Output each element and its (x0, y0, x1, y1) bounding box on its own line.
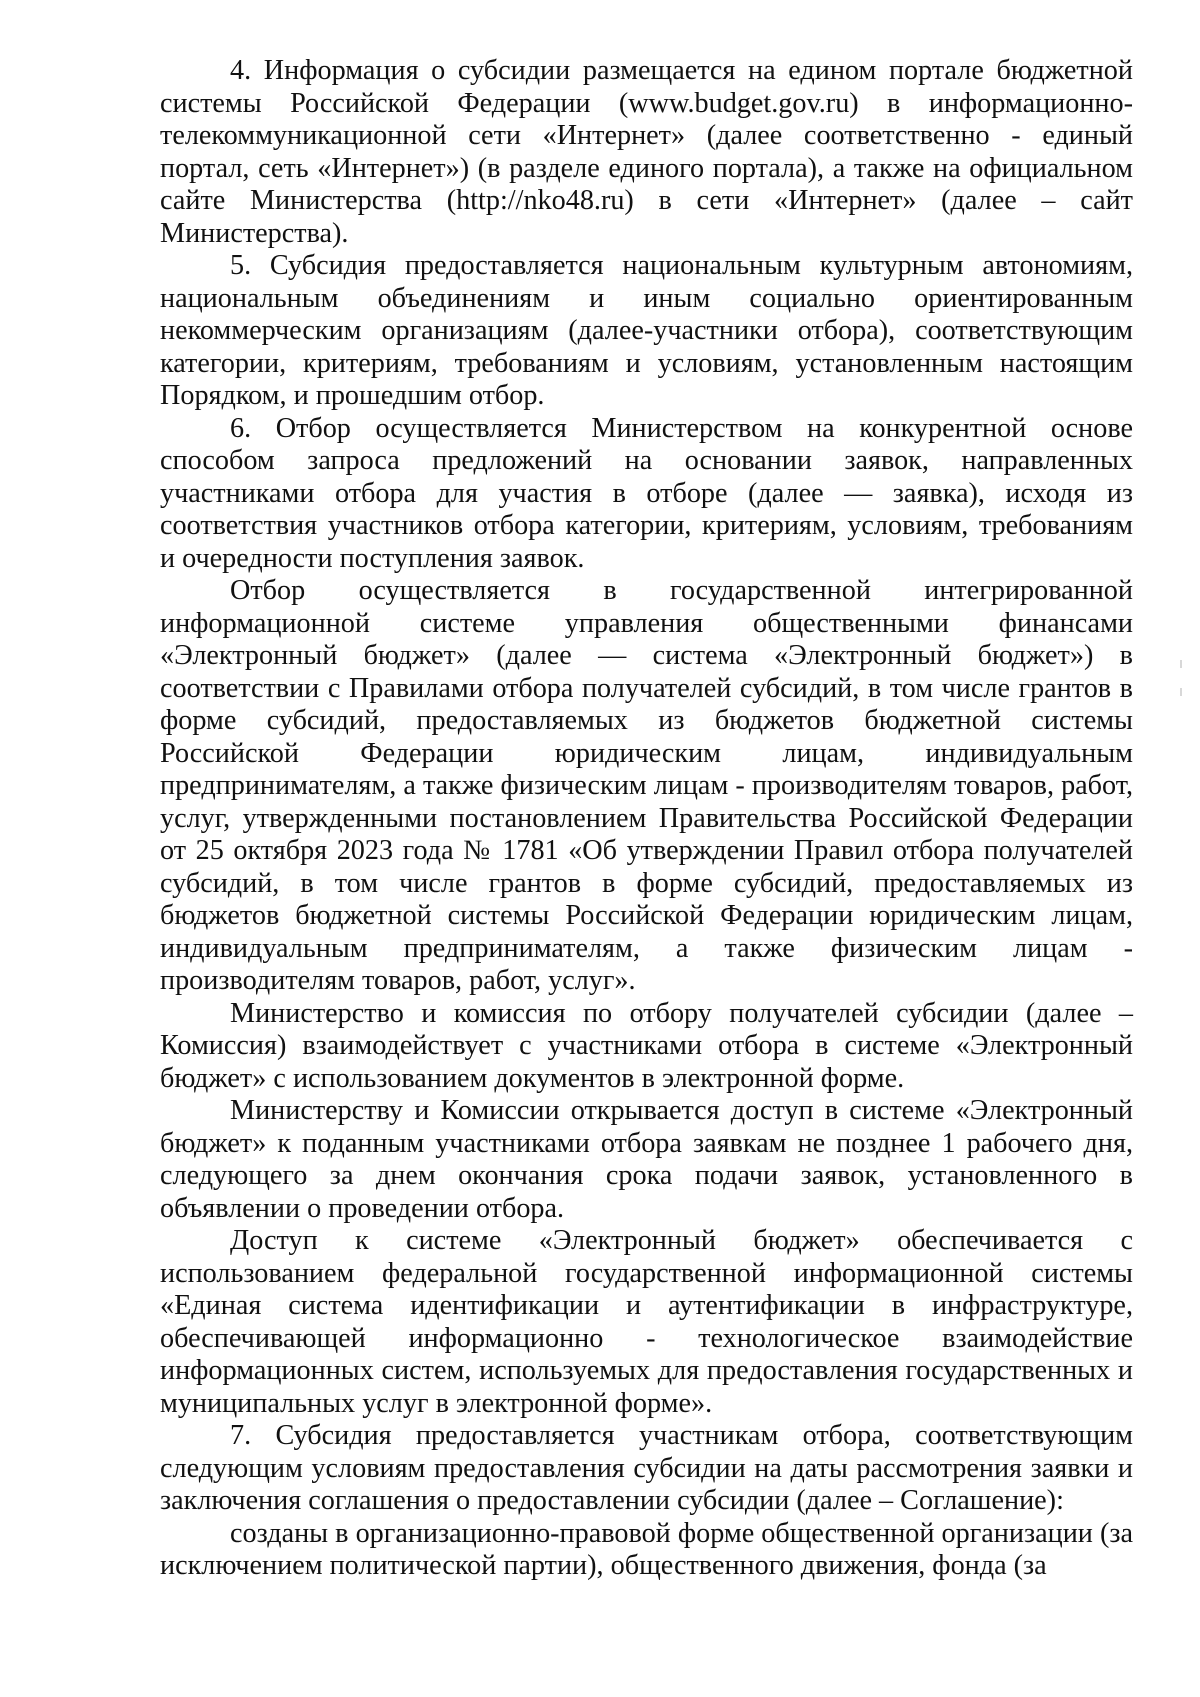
paragraph-organization-form: созданы в организационно-правовой форме общественной организации (за исключением политической партии), общественного движения, фонда (за (160, 1517, 1133, 1581)
paragraph-4-information: 4. Информация о субсидии размещается на едином портале бюджетной системы Российской Федерации (www.budget.gov.ru) в информационно-телекоммуникационной сети «Интернет» (далее соответственно - единый портал, сеть «Интернет») (в разделе единого портала), а также на официальном сайте Министерства (http://nko48.ru) в сети «Интернет» (далее – сайт Министерства). (160, 55, 1133, 249)
paragraph-5-subsidy-recipients: 5. Субсидия предоставляется национальным культурным автономиям, национальным объединениям и иным социально ориентированным некоммерческим организациям (далее-участники отбора), соответствующим категории, критериям, требованиям и условиям, установленным настоящим Порядком, и прошедшим отбор. (160, 250, 1133, 411)
paragraph-6-selection: 6. Отбор осуществляется Министерством на конкурентной основе способом запроса предложений на основании заявок, направленных участниками отбора для участия в отборе (далее — заявка), исходя из соответствия участников отбора категории, критериям, условиям, требованиям и очередности поступления заявок. (160, 412, 1133, 574)
paragraph-access-to-applications: Министерству и Комиссии открывается доступ в системе «Электронный бюджет» к поданным участниками отбора заявкам не позднее 1 рабочего дня, следующего за днем окончания срока подачи заявок, установленного в объявлении о проведении отбора. (160, 1095, 1133, 1224)
paragraph-system-access: Доступ к системе «Электронный бюджет» обеспечивается с использованием федеральной государственной информационной системы «Единая система идентификации и аутентификации в инфраструктуре, обеспечивающей информационно - технологическое взаимодействие информационных систем, используемых для предоставления государственных и муниципальных услуг в электронной форме». (160, 1225, 1133, 1419)
paragraph-selection-electronic-budget: Отбор осуществляется в государственной интегрированной информационной системе управления общественными финансами «Электронный бюджет» (далее — система «Электронный бюджет») в соответствии с Правилами отбора получателей субсидий, в том числе грантов в форме субсидий, предоставляемых из бюджетов бюджетной системы Российской Федерации юридическим лицам, индивидуальным предпринимателям, а также физическим лицам - производителям товаров, работ, услуг, утвержденными постановлением Правительства Российской Федерации от 25 октября 2023 года № 1781 «Об утверждении Правил отбора получателей субсидий, в том числе грантов в форме субсидий, предоставляемых из бюджетов бюджетной системы Российской Федерации юридическим лицам, индивидуальным предпринимателям, а также физическим лицам - производителям товаров, работ, услуг». (160, 575, 1133, 996)
scan-artifact (1180, 688, 1182, 696)
paragraph-7-conditions: 7. Субсидия предоставляется участникам отбора, соответствующим следующим условиям предоставления субсидии на даты рассмотрения заявки и заключения соглашения о предоставлении субсидии (далее – Соглашение): (160, 1420, 1133, 1516)
paragraph-ministry-commission-interaction: Министерство и комиссия по отбору получателей субсидии (далее – Комиссия) взаимодействует с участниками отбора в системе «Электронный бюджет» с использованием документов в электронной форме. (160, 997, 1133, 1094)
scan-artifact (1180, 660, 1182, 668)
document-body (160, 55, 1133, 1583)
